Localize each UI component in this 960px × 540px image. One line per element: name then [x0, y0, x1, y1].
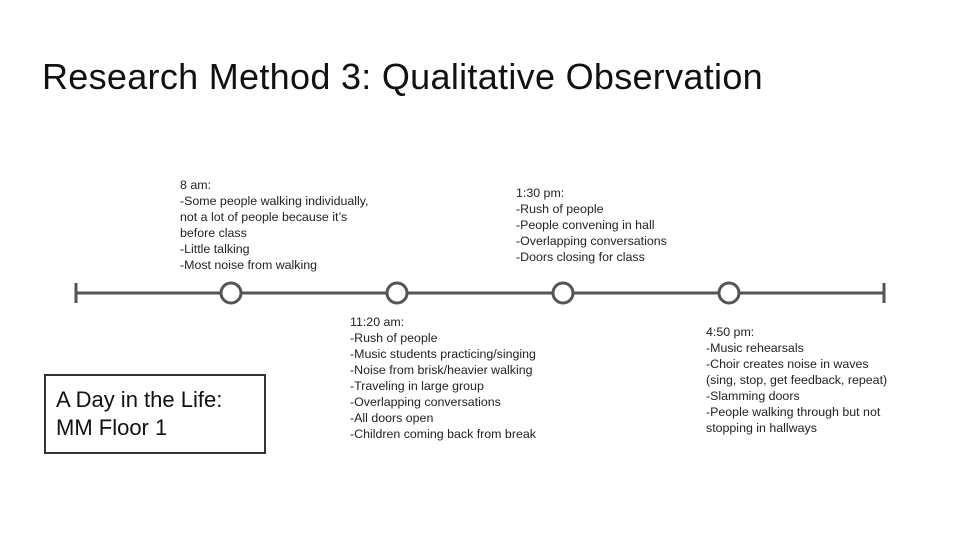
label-line: MM Floor 1 [56, 415, 168, 440]
note-line: -Children coming back from break [350, 427, 536, 441]
note-line: -Slamming doors [706, 389, 800, 403]
note-line: -Choir creates noise in waves [706, 357, 869, 371]
note-line: -Little talking [180, 242, 250, 256]
timeline-marker-8am [221, 283, 241, 303]
note-time: 4:50 pm: [706, 325, 755, 339]
note-line: -Most noise from walking [180, 258, 318, 272]
slide-title: Research Method 3: Qualitative Observation [42, 56, 763, 97]
day-in-life-label [44, 374, 266, 454]
note-time: 8 am: [180, 178, 211, 192]
note-time: 1:30 pm: [516, 186, 565, 200]
note-line: -Noise from brisk/heavier walking [350, 363, 533, 377]
note-line: -Traveling in large group [350, 379, 484, 393]
note-line: -Music rehearsals [706, 341, 804, 355]
note-line: -Rush of people [516, 202, 604, 216]
note-130pm [516, 185, 667, 265]
note-line: -All doors open [350, 411, 434, 425]
note-line: -Overlapping conversations [516, 234, 667, 248]
note-line: -Music students practicing/singing [350, 347, 536, 361]
note-line: stopping in hallways [706, 421, 817, 435]
note-line: not a lot of people because it’s [180, 210, 348, 224]
timeline-marker-450pm [719, 283, 739, 303]
timeline-marker-1120am [387, 283, 407, 303]
note-line: -Rush of people [350, 331, 438, 345]
note-line: before class [180, 226, 247, 240]
note-line: (sing, stop, get feedback, repeat) [706, 373, 888, 387]
note-450pm [706, 324, 887, 436]
timeline-marker-130pm [553, 283, 573, 303]
label-line: A Day in the Life: [56, 387, 223, 412]
note-line: -People walking through but not [706, 405, 881, 419]
note-line: -Some people walking individually, [180, 194, 369, 208]
note-line: -Overlapping conversations [350, 395, 501, 409]
note-1120am [350, 314, 536, 442]
note-line: -Doors closing for class [516, 250, 645, 264]
note-time: 11:20 am: [350, 315, 405, 329]
note-line: -People convening in hall [516, 218, 655, 232]
note-8am [180, 177, 369, 273]
